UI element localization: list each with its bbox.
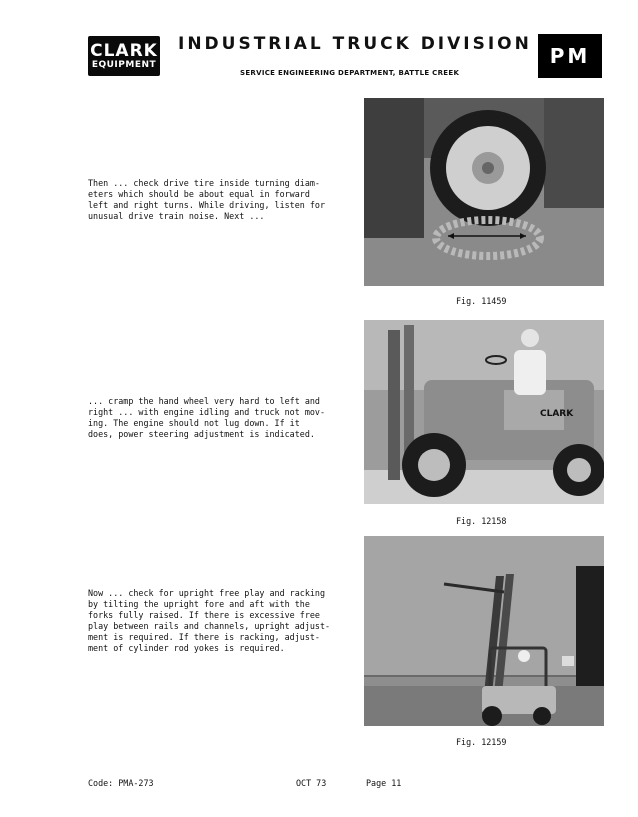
photo-steering-wheel — [364, 320, 604, 504]
pm-badge: PM — [538, 34, 602, 78]
logo-sub: EQUIPMENT — [91, 59, 157, 70]
instruction-paragraph-3: Now ... check for upright free play and racking by tilting the upright fore and aft with the forks fully raised. If there is excessive free play between rails and channels, upright adjust- ment is required. If there is racking, adjust- ment of cylinder rod yokes is required. — [88, 588, 331, 653]
footer-code: Code: PMA-273 — [88, 778, 154, 788]
footer-date: OCT 73 — [296, 778, 327, 788]
figure-caption-1: Fig. 11459 — [456, 296, 507, 306]
photo-drive-tire — [364, 98, 604, 286]
logo-brand: CLARK — [90, 40, 158, 61]
photo-upright-raised — [364, 536, 604, 726]
clark-equipment-logo — [88, 36, 160, 76]
department-subtitle: SERVICE ENGINEERING DEPARTMENT, BATTLE CREEK — [240, 69, 460, 77]
instruction-paragraph-2: ... cramp the hand wheel very hard to left and right ... with engine idling and truck not mov- ing. The engine should not lug down. If it does, power steering adjustment is indicated. — [88, 396, 325, 439]
footer-page: Page 11 — [366, 778, 402, 788]
figure-caption-2: Fig. 12158 — [456, 516, 507, 526]
instruction-paragraph-1: Then ... check drive tire inside turning diam- eters which should be about equal in forward left and right turns. While driving, listen for unusual drive train noise. Next ... — [88, 178, 325, 221]
truck-brand-label: CLARK — [540, 409, 574, 419]
figure-caption-3: Fig. 12159 — [456, 737, 507, 747]
division-title: INDUSTRIAL TRUCK DIVISION — [178, 34, 532, 54]
